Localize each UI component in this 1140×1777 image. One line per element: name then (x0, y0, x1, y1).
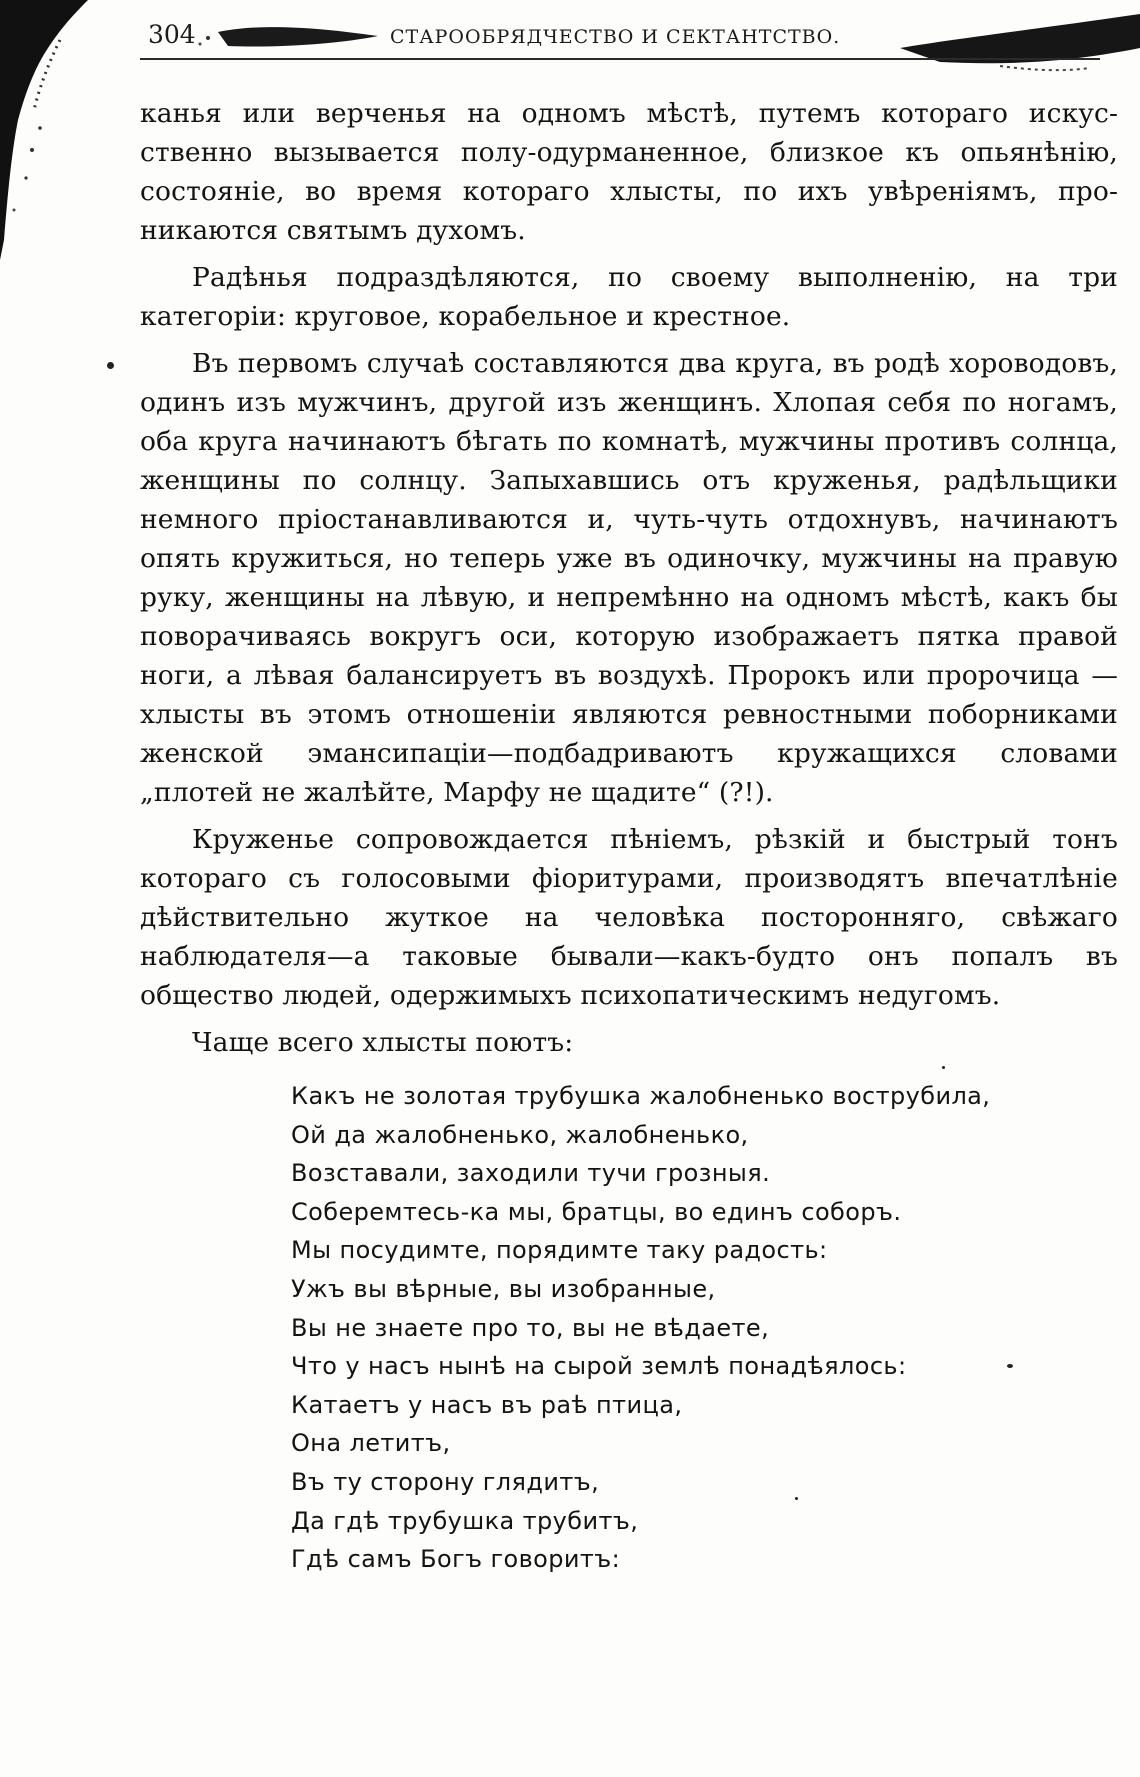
page-number: 304 (148, 20, 196, 49)
paragraph: Круженье сопровождается пѣніемъ, рѣзкій и быстрый тонъ котораго съ голосовыми фіоритурами, производятъ впечатлѣніе дѣйствительно жуткое на человѣка посторонняго, свѣжаго наблюдателя—а таковые бывали—какъ-будто онъ попалъ въ общество людей, одержимыхъ психопатическимъ недугомъ. (140, 824, 1118, 1011)
paragraph: Въ первомъ случаѣ составляются два круга, въ родѣ хороводовъ, одинъ изъ мужчинъ, другой изъ женщинъ. Хлопая себя по ногамъ, оба круга начинаютъ бѣгать по комнатѣ, мужчины противъ солнца, женщины по солнцу. Запыхавшись отъ круженья, радѣльщики немного пріостанавливаются и, чуть-чуть отдохнувъ, начинаютъ опять кружиться, но теперь уже въ одиночку, мужчины на правую руку, женщины на лѣвую, и непремѣнно на одномъ мѣстѣ, какъ бы поворачиваясь вокругъ оси, которую изображаетъ пятка правой ноги, а лѣвая балансируетъ въ воздухѣ. Пророкъ или пророчица — хлысты въ этомъ отношеніи являются ревностными поборниками женской эмансипаціи—подбадриваютъ кружащихся словами „плотей не жалѣйте, Марфу не щадите“ (?!). (140, 348, 1118, 808)
verse-line: Катаетъ у насъ въ раѣ птица, (291, 1390, 683, 1419)
scan-smudge-top-left (0, 0, 120, 260)
scan-speck (1007, 1364, 1013, 1368)
song-verse (291, 1077, 1051, 1579)
verse-line: Гдѣ самъ Богъ говоритъ: (291, 1545, 621, 1574)
scan-speck (795, 1497, 798, 1500)
scan-speck (107, 362, 114, 369)
verse-line: Что у насъ нынѣ на сырой землѣ понадѣялось: (291, 1352, 907, 1381)
verse-line: Она летитъ, (291, 1429, 451, 1458)
body-text (140, 94, 1118, 1070)
page-header (140, 14, 1100, 58)
verse-line: Возставали, заходили тучи грозныя. (291, 1159, 771, 1188)
verse-line: Какъ не золотая трубушка жалобненько вострубила, (291, 1082, 991, 1110)
scan-speck (942, 1066, 945, 1069)
verse-line: Да гдѣ трубушка трубитъ, (291, 1506, 639, 1535)
paragraph: канья или верченья на одномъ мѣстѣ, путемъ котораго искусственно вызывается полу-одурманенное, близкое къ опьянѣнію, состояніе, во время котораго хлысты, по ихъ увѣреніямъ, проникаются святымъ духомъ. (140, 98, 1118, 246)
verse-line: Въ ту сторону глядитъ, (291, 1467, 600, 1496)
verse-line: Ой да жалобненько, жалобненько, (291, 1120, 749, 1149)
verse-line: Соберемтесь-ка мы, братцы, во единъ соборъ. (291, 1197, 902, 1226)
paragraph: Радѣнья подраздѣляются, по своему выполненію, на три категоріи: круговое, корабельное и крестное. (140, 262, 1118, 332)
paragraph: Чаще всего хлысты поютъ: (192, 1027, 574, 1058)
verse-line: Мы посудимте, порядимте таку радость: (291, 1236, 828, 1265)
running-title: СТАРООБРЯДЧЕСТВО И СЕКТАНТСТВО. (390, 26, 841, 48)
verse-line: Вы не знаете про то, вы не вѣдаете, (291, 1313, 770, 1342)
verse-line: Ужъ вы вѣрные, вы изобранные, (291, 1274, 716, 1303)
header-rule (140, 58, 1100, 60)
